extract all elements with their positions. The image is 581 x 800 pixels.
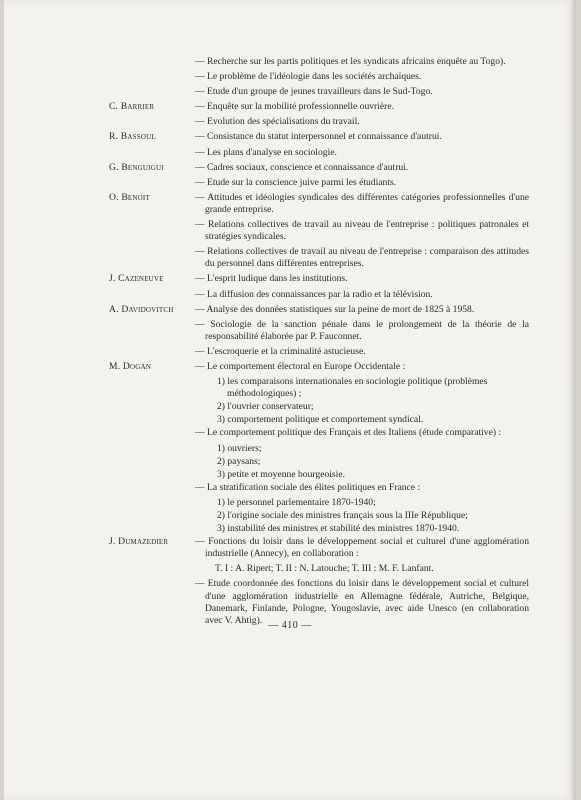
research-subitem: 1) ouvriers; (217, 442, 262, 454)
author-entry (109, 192, 529, 271)
research-item: — Fonctions du loisir dans le développement social et culturel d'une agglomération industrielle (Annecy), en collaboration : (195, 536, 529, 560)
author-entry (109, 56, 529, 98)
research-item: — La stratification sociale des élites politiques en France : (195, 481, 421, 493)
research-item: — Analyse des données statistiques sur la peine de mort de 1825 à 1958. (195, 303, 475, 315)
research-item: — Recherche sur les partis politiques et les syndicats africains enquête au Togo). (195, 56, 506, 67)
research-item: — L'escroquerie et la criminalité astucieuse. (195, 345, 366, 357)
research-subitem: 2) l'origine sociale des ministres français sous la IIIe République; (217, 510, 468, 521)
author-name: A. Davidovitch (109, 303, 174, 315)
collaborators-line: T. I : A. Ripert; T. II : N. Latouche; T. III : M. F. Lanfant. (215, 563, 434, 575)
research-subitem: 2) paysans; (217, 455, 261, 467)
research-item: — Relations collectives de travail au niveau de l'entreprise : politiques patronales et stratégies syndicales. (195, 219, 529, 243)
research-item: — Consistance du statut interpersonnel et connaissance d'autrui. (195, 131, 442, 143)
author-entry (109, 536, 529, 627)
author-entry (109, 131, 529, 158)
author-name: M. Dogan (109, 360, 152, 372)
research-list (109, 56, 529, 630)
research-item: — Etude coordonnée des fonctions du loisir dans le développement social et culturel d'une agglomération industrielle en Allemagne fédérale, Autriche, Belgique, Danemark, Finlande, Pologne, Yougoslavie, avec aide Unesco (en collaboration avec V. Ahtig). (195, 578, 529, 626)
author-entry (109, 162, 529, 189)
research-item: — Le problème de l'idéologie dans les sociétés archaïques. (195, 71, 422, 83)
research-item: — Enquête sur la mobilité professionnelle ouvrière. (195, 101, 395, 113)
author-name: J. Dumazedier (109, 536, 169, 548)
research-subitem: 3) petite et moyenne bourgeoisie. (217, 468, 345, 480)
research-subitem: 2) l'ouvrier conservateur; (217, 401, 314, 413)
research-subitem: 1) le personnel parlementaire 1870-1940; (217, 496, 376, 508)
research-item: — Etude sur la conscience juive parmi les étudiants. (195, 176, 397, 188)
author-name: G. Benguigui (109, 161, 164, 173)
research-subitem: 1) les comparaisons internationales en sociologie politique (problèmes méthodologiques) ; (217, 376, 488, 400)
author-entry (109, 361, 529, 535)
research-item: — Le comportement électoral en Europe Occidentale : (195, 360, 406, 372)
research-subitem: 3) instabilité des ministres et stabilité des ministres 1870-1940. (217, 523, 460, 535)
research-item: — Etude d'un groupe de jeunes travailleurs dans le Sud-Togo. (195, 86, 433, 98)
document-page (4, 0, 576, 800)
author-entry (109, 304, 529, 358)
research-item: — Evolution des spécialisations du travail. (195, 116, 360, 128)
research-item: — Sociologie de la sanction pénale dans le prolongement de la théorie de la responsabilité élaborée par P. Fauconnet. (195, 318, 529, 342)
research-item: — Les plans d'analyse en sociologie. (195, 146, 337, 158)
page-number: — 410 — (268, 620, 312, 631)
research-item: — Attitudes et idéologies syndicales des différentes catégories professionnelles d'une grande entreprise. (195, 191, 529, 215)
research-item: — L'esprit ludique dans les institutions. (195, 273, 348, 285)
author-name: O. Benoit (109, 191, 150, 203)
author-entry (109, 273, 529, 300)
research-item: — La diffusion des connaissances par la radio et la télévision. (195, 288, 433, 300)
research-item: — Le comportement politique des Français et des Italiens (étude comparative) : (195, 427, 502, 439)
research-subitem: 3) comportement politique et comportement syndical. (217, 414, 424, 426)
author-name: C. Barrier (109, 101, 155, 113)
research-item: — Cadres sociaux, conscience et connaissance d'autrui. (195, 161, 409, 173)
author-name: J. Cazeneuve (109, 273, 164, 285)
page-edge (570, 0, 576, 800)
research-item: — Relations collectives de travail au niveau de l'entreprise : comparaison des attitudes du personnel dans différentes entreprises. (195, 246, 529, 270)
author-name: R. Bassoul (109, 131, 156, 143)
author-entry (109, 101, 529, 128)
